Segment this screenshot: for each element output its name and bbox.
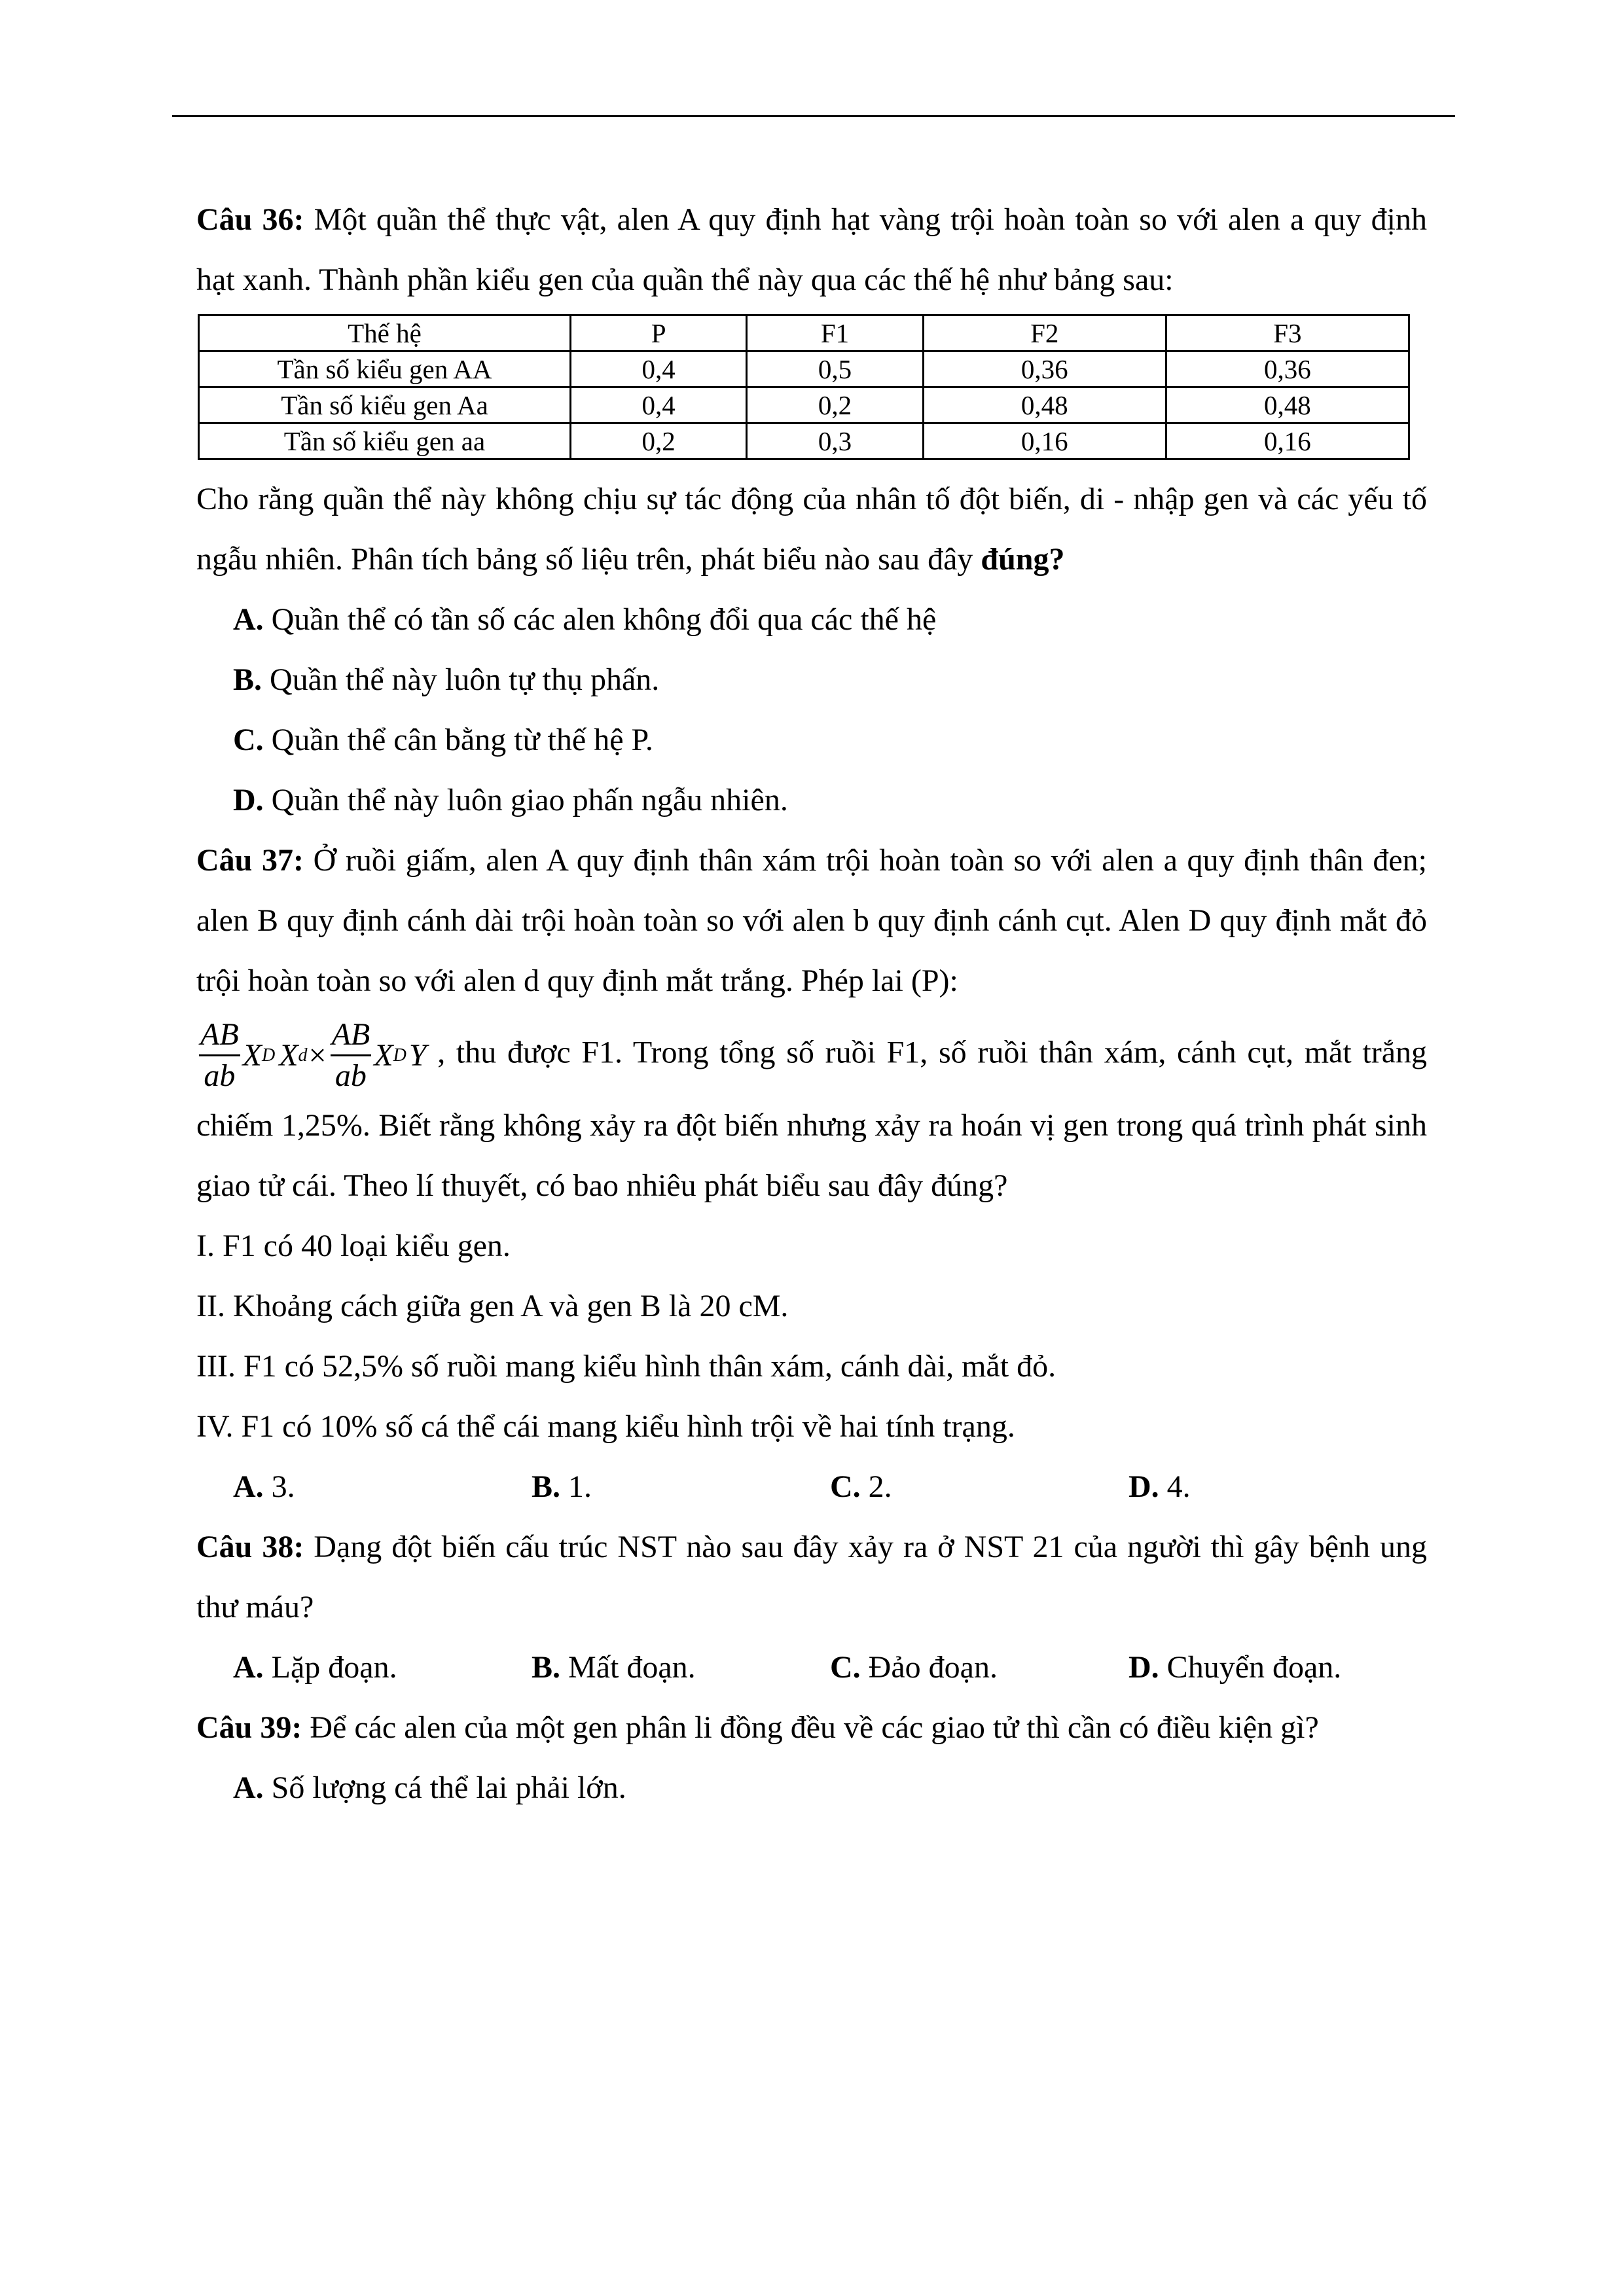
q36-question — [196, 469, 1427, 590]
option-letter: A. — [233, 1770, 264, 1805]
table-cell: Tần số kiểu gen aa — [199, 423, 571, 459]
option-letter: B. — [233, 662, 262, 697]
table-cell: 0,16 — [923, 423, 1166, 459]
option-letter: A. — [233, 1469, 264, 1504]
table-header-row — [199, 315, 1409, 351]
q38-option-b — [532, 1638, 830, 1698]
table-header-cell: F2 — [923, 315, 1166, 351]
table-cell: 0,48 — [1166, 387, 1409, 423]
header-rule — [172, 115, 1455, 117]
table-cell: 0,2 — [571, 423, 747, 459]
chromosome-x: X — [279, 1037, 298, 1073]
q36-option-c — [196, 710, 1427, 770]
option-text: Mất đoạn. — [560, 1650, 696, 1685]
table-row — [199, 423, 1409, 459]
q38-options — [196, 1638, 1427, 1698]
table-cell: Tần số kiểu gen AA — [199, 351, 571, 387]
option-text: 4. — [1159, 1469, 1191, 1504]
q36-question-emphasis: đúng? — [981, 542, 1065, 577]
table-header-cell: F1 — [747, 315, 923, 351]
fraction-numerator: AB — [199, 1015, 240, 1056]
times-sign: × — [308, 1037, 327, 1073]
option-letter: B. — [532, 1650, 561, 1685]
option-text: Số lượng cá thể lai phải lớn. — [263, 1770, 626, 1805]
fraction-denominator: ab — [334, 1058, 367, 1093]
q39-option-a — [196, 1758, 1427, 1818]
fraction — [331, 1015, 372, 1096]
q37-option-d — [1128, 1457, 1427, 1517]
table-header-cell: Thế hệ — [199, 315, 571, 351]
q36-label: Câu 36: — [196, 202, 304, 237]
q37-label: Câu 37: — [196, 843, 304, 878]
option-letter: C. — [830, 1650, 861, 1685]
option-text: Quần thể này luôn tự thụ phấn. — [262, 662, 660, 697]
option-letter: A. — [233, 1650, 264, 1685]
q36-question-text: Cho rằng quần thể này không chịu sự tác động của nhân tố đột biến, di - nhập gen và các yếu tố ngẫu nhiên. Phân tích bảng số liệu trên, phát biểu nào sau đây — [196, 482, 1427, 577]
q37-option-c — [830, 1457, 1128, 1517]
table-cell: Tần số kiểu gen Aa — [199, 387, 571, 423]
q36-option-d — [196, 770, 1427, 831]
q38-option-a — [233, 1638, 532, 1698]
chromosome-x: X — [242, 1037, 262, 1073]
table-row — [199, 387, 1409, 423]
option-letter: A. — [233, 602, 264, 637]
option-text: Quần thể có tần số các alen không đổi qua các thế hệ — [263, 602, 937, 637]
table-cell: 0,16 — [1166, 423, 1409, 459]
option-text: Chuyển đoạn. — [1159, 1650, 1342, 1685]
option-letter: B. — [532, 1469, 561, 1504]
q36-text: Một quần thể thực vật, alen A quy định hạt vàng trội hoàn toàn so với alen a quy định hạt xanh. Thành phần kiểu gen của quần thể này qua các thế hệ như bảng sau: — [196, 202, 1428, 297]
option-letter: C. — [233, 723, 264, 757]
q37-statement: IV. F1 có 10% số cá thể cái mang kiểu hình trội về hai tính trạng. — [196, 1409, 1015, 1444]
q37-statement: III. F1 có 52,5% số ruồi mang kiểu hình thân xám, cánh dài, mắt đỏ. — [196, 1349, 1056, 1384]
table-cell: 0,5 — [747, 351, 923, 387]
table-cell: 0,36 — [1166, 351, 1409, 387]
cross-formula: $\frac{AB}{ab}$ X D X d × $\frac{AB}{ab}$ X D Y — [196, 1015, 427, 1096]
fraction-numerator: AB — [331, 1015, 372, 1056]
q37-option-a — [233, 1457, 532, 1517]
genotype-frequency-table — [198, 314, 1410, 460]
q39-stem — [196, 1698, 1427, 1758]
option-letter: C. — [830, 1469, 861, 1504]
chromosome-y: Y — [408, 1037, 427, 1073]
table-row — [199, 351, 1409, 387]
q38-text: Dạng đột biến cấu trúc NST nào sau đây xảy ra ở NST 21 của người thì gây bệnh ung thư máu? — [196, 1530, 1428, 1624]
option-letter: D. — [1128, 1650, 1159, 1685]
chromosome-x: X — [374, 1037, 393, 1073]
document-page — [196, 190, 1427, 1818]
table-header-cell: P — [571, 315, 747, 351]
option-letter: D. — [233, 783, 264, 817]
option-letter: D. — [1128, 1469, 1159, 1504]
q36-option-b — [196, 650, 1427, 710]
fraction-denominator: ab — [204, 1058, 236, 1093]
q36-option-a — [196, 590, 1427, 650]
q37-cross — [196, 1015, 1427, 1216]
table-cell: 0,3 — [747, 423, 923, 459]
q39-text: Để các alen của một gen phân li đồng đều về các giao tử thì cần có điều kiện gì? — [302, 1710, 1319, 1745]
table-cell: 0,48 — [923, 387, 1166, 423]
q37-option-b — [532, 1457, 830, 1517]
q37-statement: II. Khoảng cách giữa gen A và gen B là 20 cM. — [196, 1289, 789, 1323]
fraction — [199, 1015, 240, 1096]
table-cell: 0,4 — [571, 351, 747, 387]
option-text: Đảo đoạn. — [860, 1650, 998, 1685]
q38-label: Câu 38: — [196, 1530, 304, 1564]
q39-label: Câu 39: — [196, 1710, 302, 1745]
option-text: Quần thể cân bằng từ thế hệ P. — [263, 723, 653, 757]
q37-options — [196, 1457, 1427, 1517]
option-text: 3. — [263, 1469, 295, 1504]
q38-option-c — [830, 1638, 1128, 1698]
option-text: Quần thể này luôn giao phấn ngẫu nhiên. — [263, 783, 788, 817]
q37-stem — [196, 831, 1427, 1011]
q36-stem — [196, 190, 1427, 310]
option-text: Lặp đoạn. — [263, 1650, 397, 1685]
q37-text: Ở ruồi giấm, alen A quy định thân xám trội hoàn toàn so với alen a quy định thân đen; alen B quy định cánh dài trội hoàn toàn so với alen b quy định cánh cụt. Alen D quy định mắt đỏ trội hoàn toàn so với alen d quy định mắt trắng. Phép lai (P): — [196, 843, 1428, 998]
option-text: 2. — [860, 1469, 892, 1504]
table-header-cell: F3 — [1166, 315, 1409, 351]
q38-stem — [196, 1517, 1427, 1638]
option-text: 1. — [560, 1469, 592, 1504]
q38-option-d — [1128, 1638, 1427, 1698]
q37-text-continued: , thu được F1. Trong tổng số ruồi F1, số ruồi thân xám, cánh cụt, mắt trắng chiếm 1,25%. Biết rằng không xảy ra đột biến nhưng xảy ra hoán vị gen trong quá trình phát sinh giao tử cái. Theo lí thuyết, có bao nhiêu phát biểu sau đây đúng? — [196, 1035, 1427, 1203]
table-cell: 0,36 — [923, 351, 1166, 387]
table-cell: 0,4 — [571, 387, 747, 423]
table-cell: 0,2 — [747, 387, 923, 423]
q37-statement: I. F1 có 40 loại kiểu gen. — [196, 1229, 511, 1263]
